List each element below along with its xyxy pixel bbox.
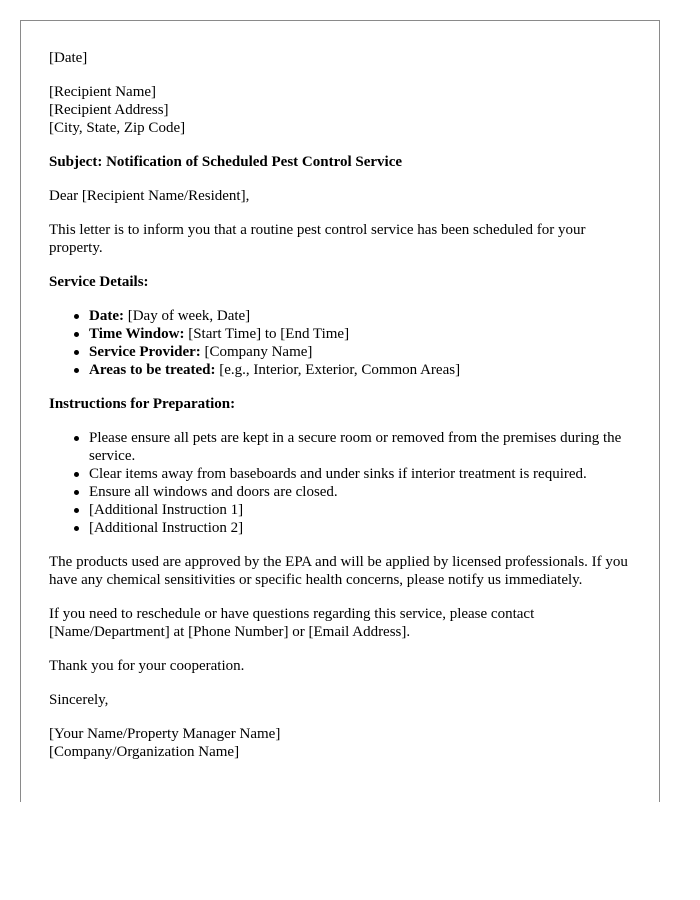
service-details-list [49, 307, 631, 379]
recipient-address: [Recipient Address] [49, 102, 169, 118]
signature-organization: [Company/Organization Name] [49, 744, 240, 760]
list-item: [Additional Instruction 1] [89, 501, 631, 519]
signature-name: [Your Name/Property Manager Name] [49, 726, 281, 742]
instructions-list [49, 429, 631, 537]
detail-value: [Company Name] [200, 344, 313, 360]
letter-date: [Date] [49, 50, 88, 66]
list-item: Ensure all windows and doors are closed. [89, 483, 631, 501]
signature-block [49, 725, 631, 761]
detail-value: [e.g., Interior, Exterior, Common Areas] [215, 362, 461, 378]
thanks-line: Thank you for your cooperation. [49, 658, 245, 674]
detail-value: [Start Time] to [End Time] [184, 326, 350, 342]
closing-line: Sincerely, [49, 692, 109, 708]
list-item [89, 343, 631, 361]
list-item [89, 361, 631, 379]
list-item: [Additional Instruction 2] [89, 519, 631, 537]
salutation: Dear [Recipient Name/Resident], [49, 188, 250, 204]
contact-paragraph: If you need to reschedule or have questions regarding this service, please contact [Name/Department] at [Phone Number] or [Email Address]. [49, 606, 535, 640]
detail-label: Date: [89, 308, 124, 324]
recipient-city-state-zip: [City, State, Zip Code] [49, 120, 186, 136]
detail-label: Areas to be treated: [89, 362, 216, 378]
intro-paragraph: This letter is to inform you that a routine pest control service has been scheduled for your property. [49, 222, 586, 256]
products-paragraph: The products used are approved by the EPA and will be applied by licensed professionals. If you have any chemical sensitivities or specific health concerns, please notify us immediately. [49, 554, 628, 588]
recipient-name: [Recipient Name] [49, 84, 157, 100]
detail-label: Service Provider: [89, 344, 201, 360]
detail-value: [Day of week, Date] [123, 308, 251, 324]
detail-label: Time Window: [89, 326, 185, 342]
recipient-block [49, 83, 631, 137]
list-item: Please ensure all pets are kept in a secure room or removed from the premises during the service. [89, 429, 631, 465]
list-item [89, 307, 631, 325]
service-details-heading: Service Details: [49, 274, 149, 290]
list-item [89, 325, 631, 343]
letter-page [20, 20, 660, 802]
list-item: Clear items away from baseboards and under sinks if interior treatment is required. [89, 465, 631, 483]
instructions-heading: Instructions for Preparation: [49, 396, 236, 412]
subject-line: Subject: Notification of Scheduled Pest Control Service [49, 154, 403, 170]
